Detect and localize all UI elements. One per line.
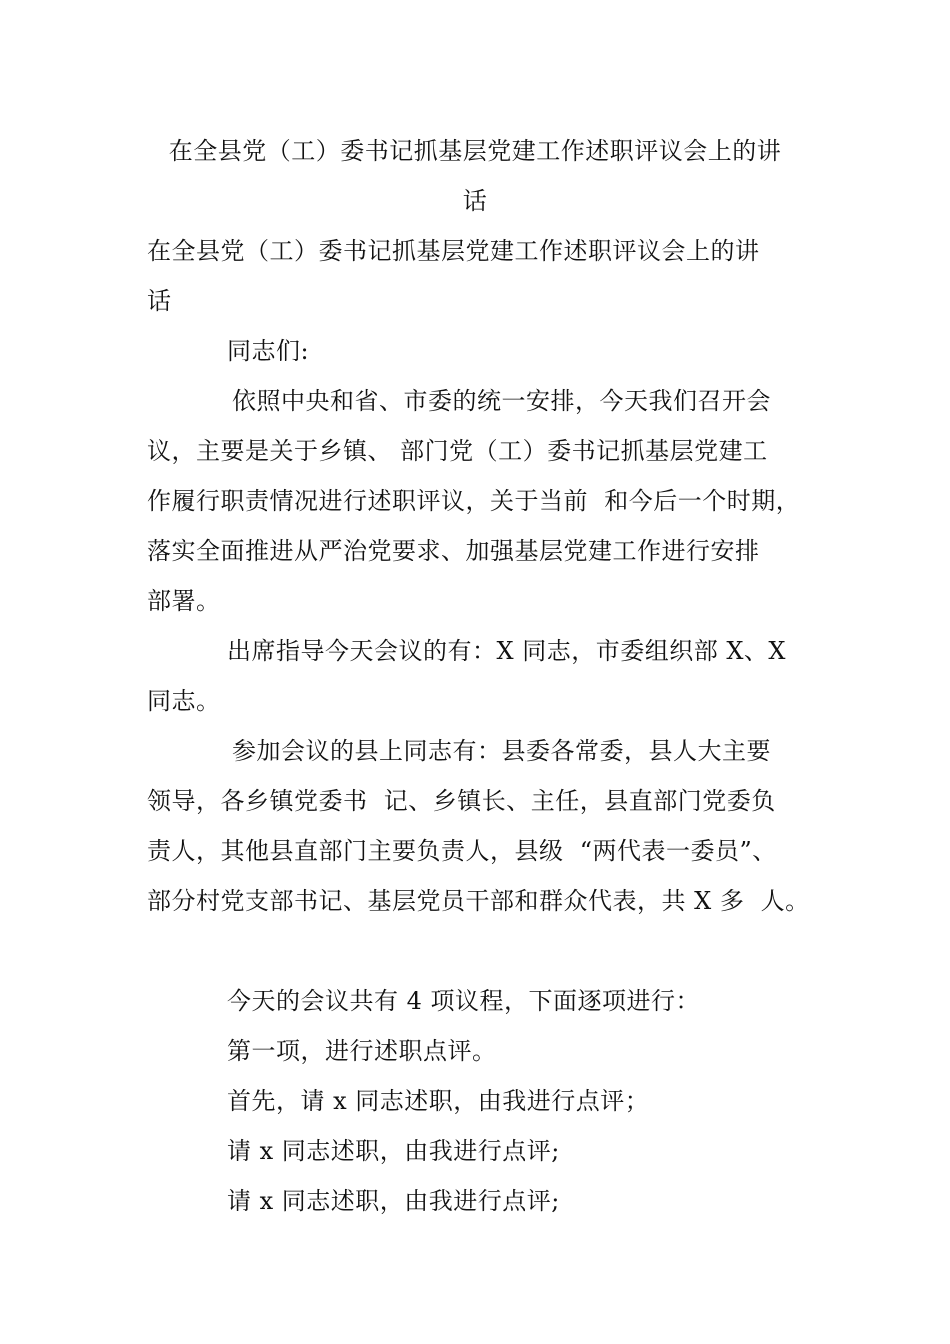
paragraph-1-line-5: 部署。 xyxy=(147,587,221,615)
paragraph-2-line-1: 出席指导今天会议的有：X 同志，市委组织部 X、X xyxy=(227,637,787,665)
document-title-line-2: 话 xyxy=(462,187,488,215)
agenda-line-1: 今天的会议共有 4 项议程，下面逐项进行： xyxy=(227,987,701,1015)
agenda-line-4: 请 x 同志述职，由我进行点评; xyxy=(227,1137,560,1165)
agenda-line-5: 请 x 同志述职，由我进行点评; xyxy=(227,1187,560,1215)
paragraph-3-line-3: 责人，其他县直部门主要负责人，县级 “两代表一委员”、 xyxy=(147,837,777,865)
paragraph-1-line-2: 议，主要是关于乡镇、 部门党（工）委书记抓基层党建工 xyxy=(147,437,768,465)
paragraph-3-line-4: 部分村党支部书记、基层党员干部和群众代表，共 X 多 人。 xyxy=(147,887,810,915)
document-title-line-1: 在全县党（工）委书记抓基层党建工作述职评议会上的讲 xyxy=(168,137,782,165)
paragraph-1-line-4: 落实全面推进从严治党要求、加强基层党建工作进行安排 xyxy=(147,537,760,565)
agenda-line-2: 第一项，进行述职点评。 xyxy=(227,1037,497,1065)
subtitle-line-1: 在全县党（工）委书记抓基层党建工作述职评议会上的讲 xyxy=(147,237,760,265)
paragraph-1-line-3: 作履行职责情况进行述职评议，关于当前 和今后一个时期， xyxy=(147,487,801,515)
paragraph-3-line-2: 领导，各乡镇党委书 记、乡镇长、主任，县直部门党委负 xyxy=(147,787,776,815)
agenda-line-3: 首先，请 x 同志述职，由我进行点评； xyxy=(227,1087,650,1115)
subtitle-line-2: 话 xyxy=(147,287,172,315)
paragraph-3-line-1: 参加会议的县上同志有：县委各常委，县人大主要 xyxy=(232,737,771,765)
paragraph-1-line-1: 依照中央和省、市委的统一安排，今天我们召开会 xyxy=(232,387,771,415)
paragraph-2-line-2: 同志。 xyxy=(147,687,221,715)
greeting: 同志们: xyxy=(227,337,310,365)
